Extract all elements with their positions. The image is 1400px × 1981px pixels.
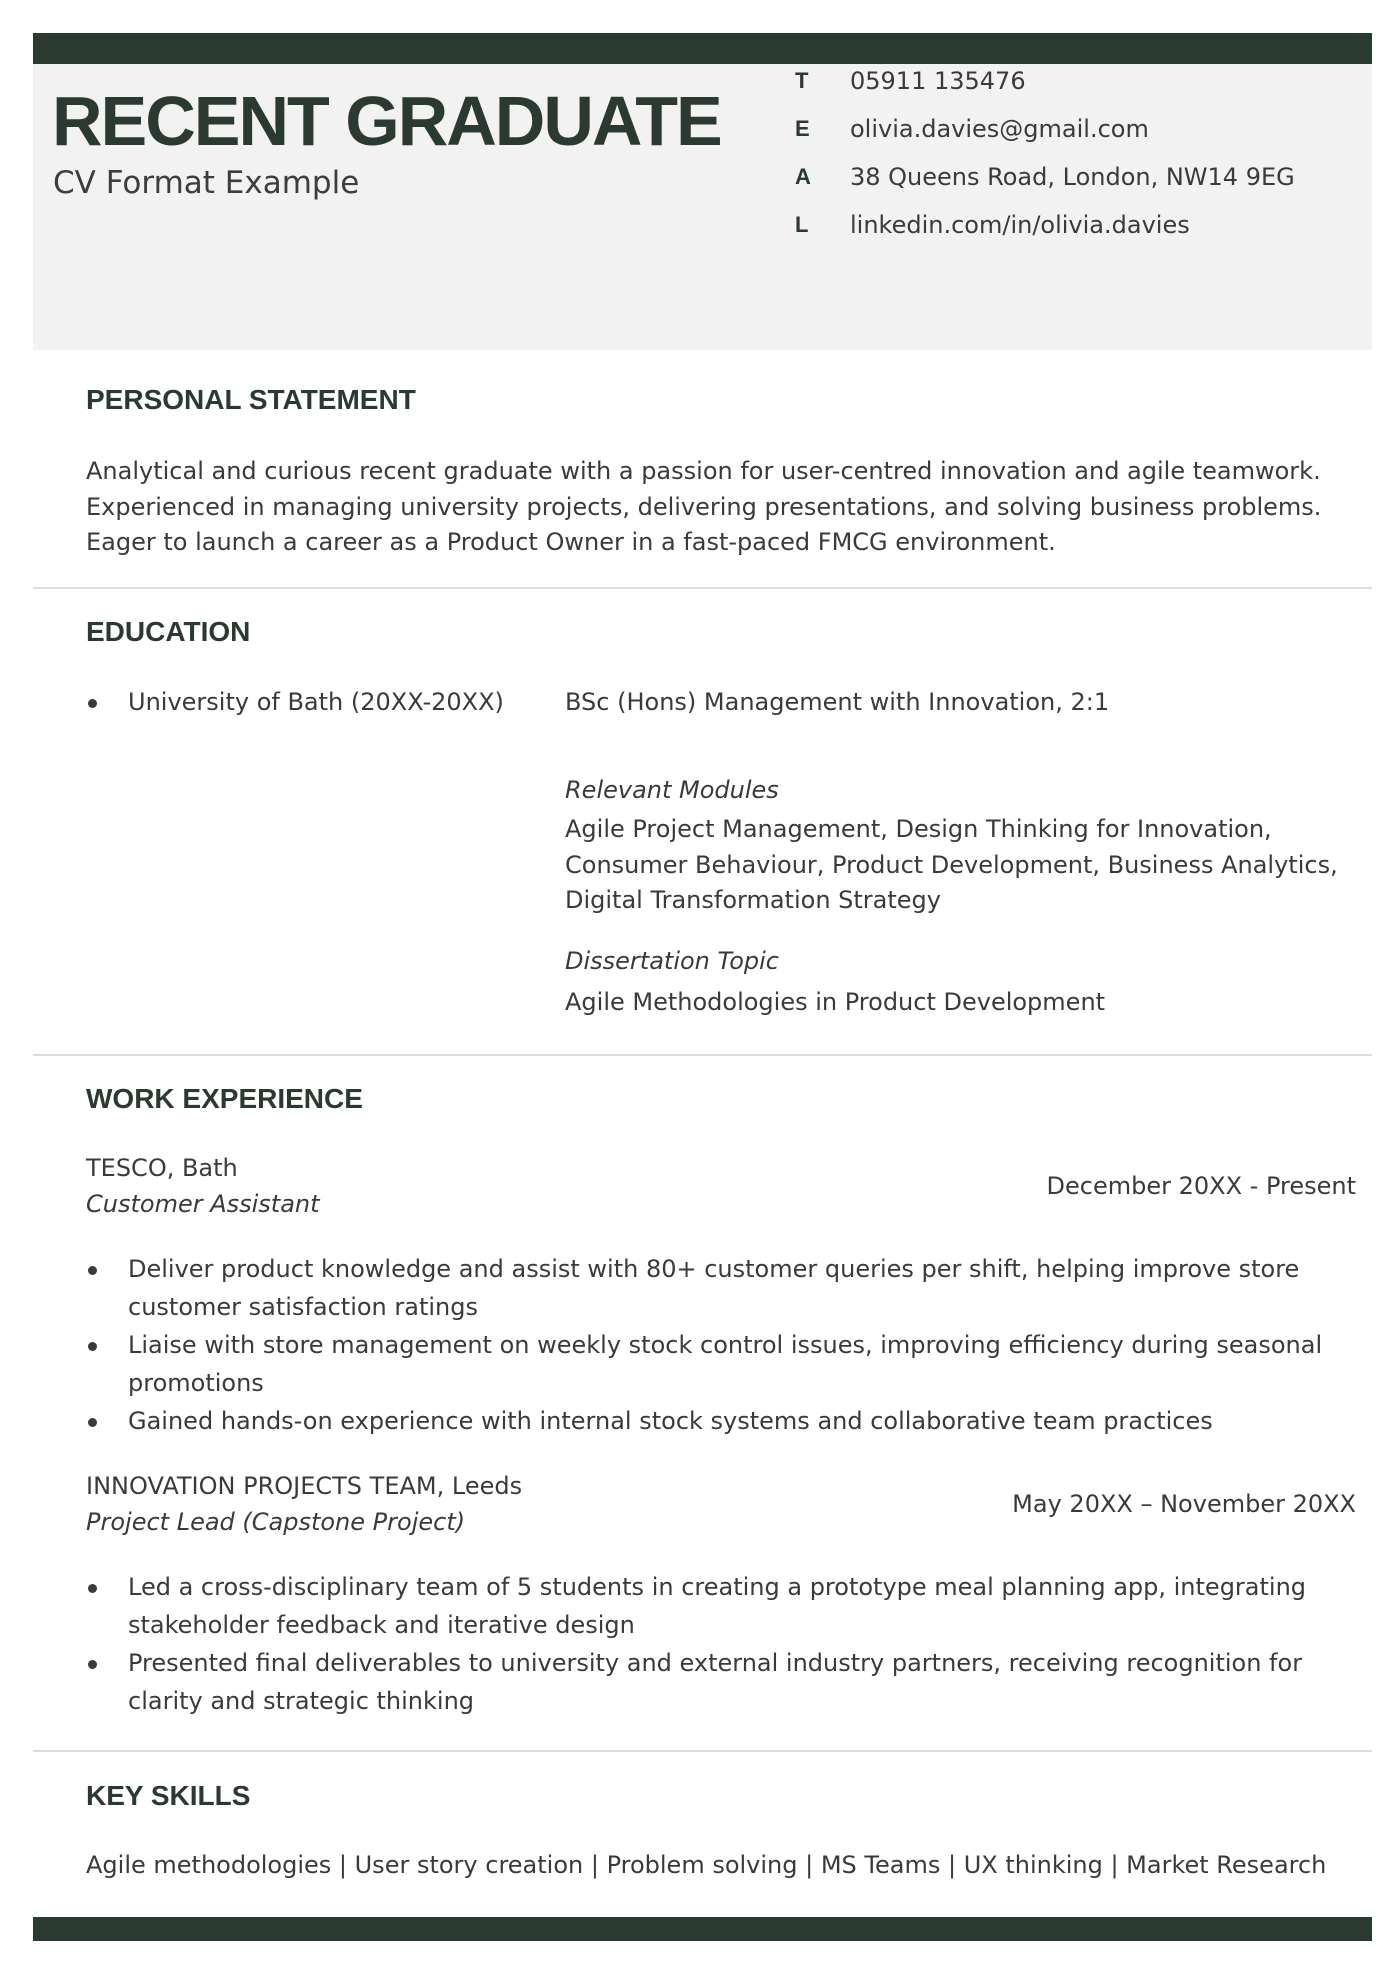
job-bullet: Presented final deliverables to university and external industry partners, receiving recognition for clarity and strategic thinking — [86, 1644, 1346, 1720]
address-key: A — [795, 164, 811, 189]
contact-linkedin — [795, 201, 1295, 249]
phone-value: 05911 135476 — [850, 67, 1026, 95]
section-divider — [33, 587, 1372, 589]
cv-subtitle: CV Format Example — [53, 165, 360, 201]
education-degree: BSc (Hons) Management with Innovation, 2:1 — [565, 688, 1110, 716]
address-value: 38 Queens Road, London, NW14 9EG — [850, 163, 1295, 191]
personal-statement-text — [86, 454, 1321, 561]
modules-line: Digital Transformation Strategy — [565, 886, 941, 914]
job-dates: December 20XX - Present — [1046, 1172, 1356, 1200]
job-role: Project Lead (Capstone Project) — [86, 1508, 466, 1536]
job-bullet: Liaise with store management on weekly stock control issues, improving efficiency during seasonal promotions — [86, 1326, 1346, 1402]
modules-list — [565, 812, 1338, 919]
email-key: E — [795, 116, 810, 141]
job-role: Customer Assistant — [86, 1190, 320, 1218]
modules-line: Agile Project Management, Design Thinking for Innovation, — [565, 815, 1272, 843]
personal-statement-heading: PERSONAL STATEMENT — [86, 384, 416, 415]
linkedin-key: L — [795, 212, 809, 237]
statement-line: Experienced in managing university projects, delivering presentations, and solving business problems. — [86, 492, 1322, 521]
education-institution: University of Bath (20XX-20XX) — [86, 683, 586, 721]
dissertation-topic: Agile Methodologies in Product Development — [565, 988, 1106, 1016]
contact-details — [795, 57, 1295, 249]
contact-email — [795, 105, 1295, 153]
job-bullet: Led a cross-disciplinary team of 5 students in creating a prototype meal planning app, integrating stakeholder feedback and iterative design — [86, 1568, 1346, 1644]
contact-phone — [795, 57, 1295, 105]
bottom-accent-bar — [33, 1917, 1372, 1941]
key-skills-text: Agile methodologies | User story creation | Problem solving | MS Teams | UX thinking | Market Research — [86, 1851, 1327, 1879]
job-dates: May 20XX – November 20XX — [1012, 1490, 1356, 1518]
modules-label: Relevant Modules — [565, 776, 779, 804]
job-employer: TESCO, Bath — [86, 1154, 238, 1182]
education-list — [86, 683, 586, 721]
cv-title: RECENT GRADUATE — [52, 82, 721, 160]
job-employer: INNOVATION PROJECTS TEAM, Leeds — [86, 1472, 523, 1500]
job-bullets — [86, 1250, 1346, 1440]
statement-line: Eager to launch a career as a Product Owner in a fast-paced FMCG environment. — [86, 528, 1056, 556]
key-skills-heading: KEY SKILLS — [86, 1780, 251, 1811]
statement-line: Analytical and curious recent graduate with a passion for user-centred innovation and agile teamwork. — [86, 457, 1321, 485]
modules-line: Consumer Behaviour, Product Development, Business Analytics, — [565, 850, 1338, 879]
section-divider — [33, 1750, 1372, 1752]
contact-address — [795, 153, 1295, 201]
job-bullets — [86, 1568, 1346, 1720]
phone-key: T — [795, 68, 809, 93]
linkedin-value: linkedin.com/in/olivia.davies — [850, 211, 1190, 239]
job-bullet: Gained hands-on experience with internal stock systems and collaborative team practices — [86, 1402, 1346, 1440]
email-value: olivia.davies@gmail.com — [850, 115, 1149, 143]
section-divider — [33, 1054, 1372, 1056]
job-bullet: Deliver product knowledge and assist with 80+ customer queries per shift, helping improve store customer satisfaction ratings — [86, 1250, 1346, 1326]
education-heading: EDUCATION — [86, 616, 251, 647]
work-experience-heading: WORK EXPERIENCE — [86, 1083, 363, 1114]
dissertation-label: Dissertation Topic — [565, 947, 779, 975]
